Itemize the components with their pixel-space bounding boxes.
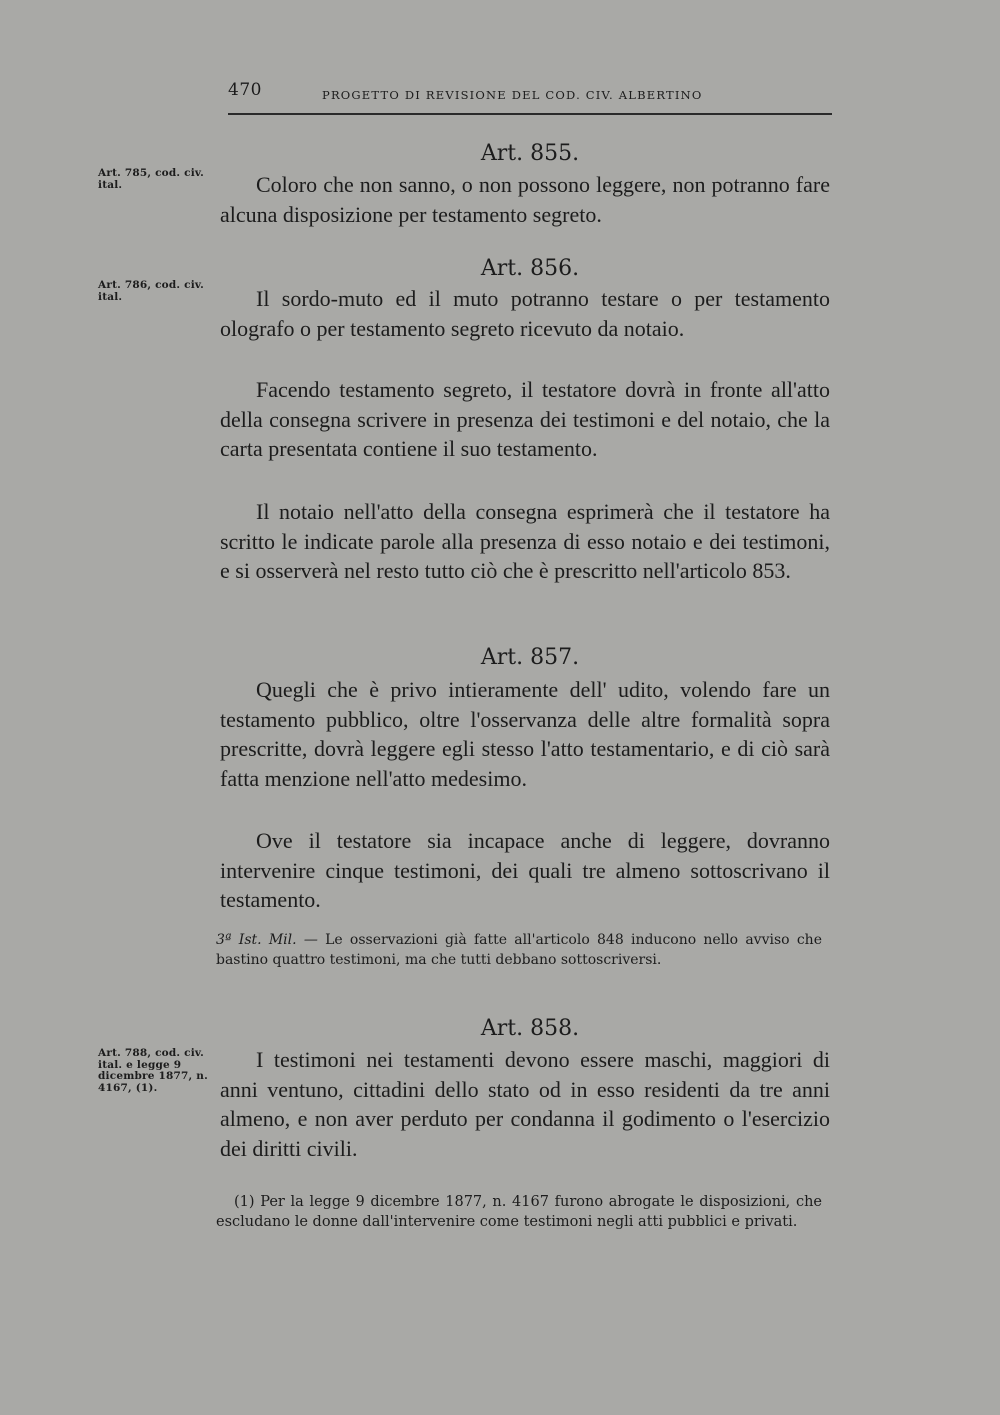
article-heading-857: Art. 857. — [480, 645, 580, 670]
article-856-paragraph-1: Il sordo-muto ed il muto potranno testare o per testamento olografo o per testamento segreto ricevuto da notaio. — [220, 286, 830, 341]
running-title: PROGETTO DI REVISIONE DEL COD. CIV. ALBERTINO — [322, 88, 703, 102]
margin-note-art-855: Art. 785, cod. civ. ital. — [98, 167, 205, 191]
article-heading-856: Art. 856. — [480, 256, 580, 281]
note-text: Le osservazioni già fatte all'articolo 848 inducono nello avviso che bastino quattro testimoni, ma che tutti debbano sottoscriversi. — [216, 932, 822, 968]
article-857-paragraph-1: Quegli che è privo intieramente dell' udito, volendo fare un testamento pubblico, oltre l'osservanza delle altre formalità sopra prescritte, dovrà leggere egli stesso l'atto testamentario, e di ciò sarà fatta menzione nell'atto medesimo. — [220, 677, 830, 791]
margin-note-art-858: Art. 788, cod. civ. ital. e legge 9 dicembre 1877, n. 4167, (1). — [98, 1047, 208, 1094]
article-857-paragraph-2: Ove il testatore sia incapace anche di leggere, dovranno intervenire cinque testimoni, dei quali tre almeno sottoscrivano il testamento. — [220, 828, 830, 912]
article-858-paragraph-1: I testimoni nei testamenti devono essere maschi, maggiori di anni ventuno, cittadini dello stato od in esso residenti da tre anni almeno, e non aver perduto per condanna il godimento o l'esercizio dei diritti civili. — [220, 1047, 830, 1161]
article-855-paragraph-1: Coloro che non sanno, o non possono leggere, non potranno fare alcuna disposizione per testamento segreto. — [220, 172, 830, 227]
page-header — [228, 80, 832, 120]
article-heading-858: Art. 858. — [480, 1016, 580, 1041]
note-tag: 3ª Ist. Mil. — — [216, 932, 318, 948]
article-856-paragraph-2: Facendo testamento segreto, il testatore dovrà in fronte all'atto della consegna scrivere in presenza dei testimoni e del notaio, che la carta presentata contiene il suo testamento. — [220, 377, 830, 461]
footnote: (1) Per la legge 9 dicembre 1877, n. 4167 furono abrogate le disposizioni, che escludano le donne dall'intervenire come testimoni negli atti pubblici e privati. — [216, 1194, 822, 1230]
article-856-paragraph-3: Il notaio nell'atto della consegna esprimerà che il testatore ha scritto le indicate parole alla presenza di esso notaio e dei testimoni, e si osserverà nel resto tutto ciò che è prescritto nell'articolo 853. — [220, 499, 830, 583]
article-heading-855: Art. 855. — [480, 141, 580, 166]
header-rule — [228, 113, 832, 115]
margin-note-art-856: Art. 786, cod. civ. ital. — [98, 279, 205, 303]
commission-note — [216, 930, 822, 970]
page-number: 470 — [228, 80, 262, 100]
